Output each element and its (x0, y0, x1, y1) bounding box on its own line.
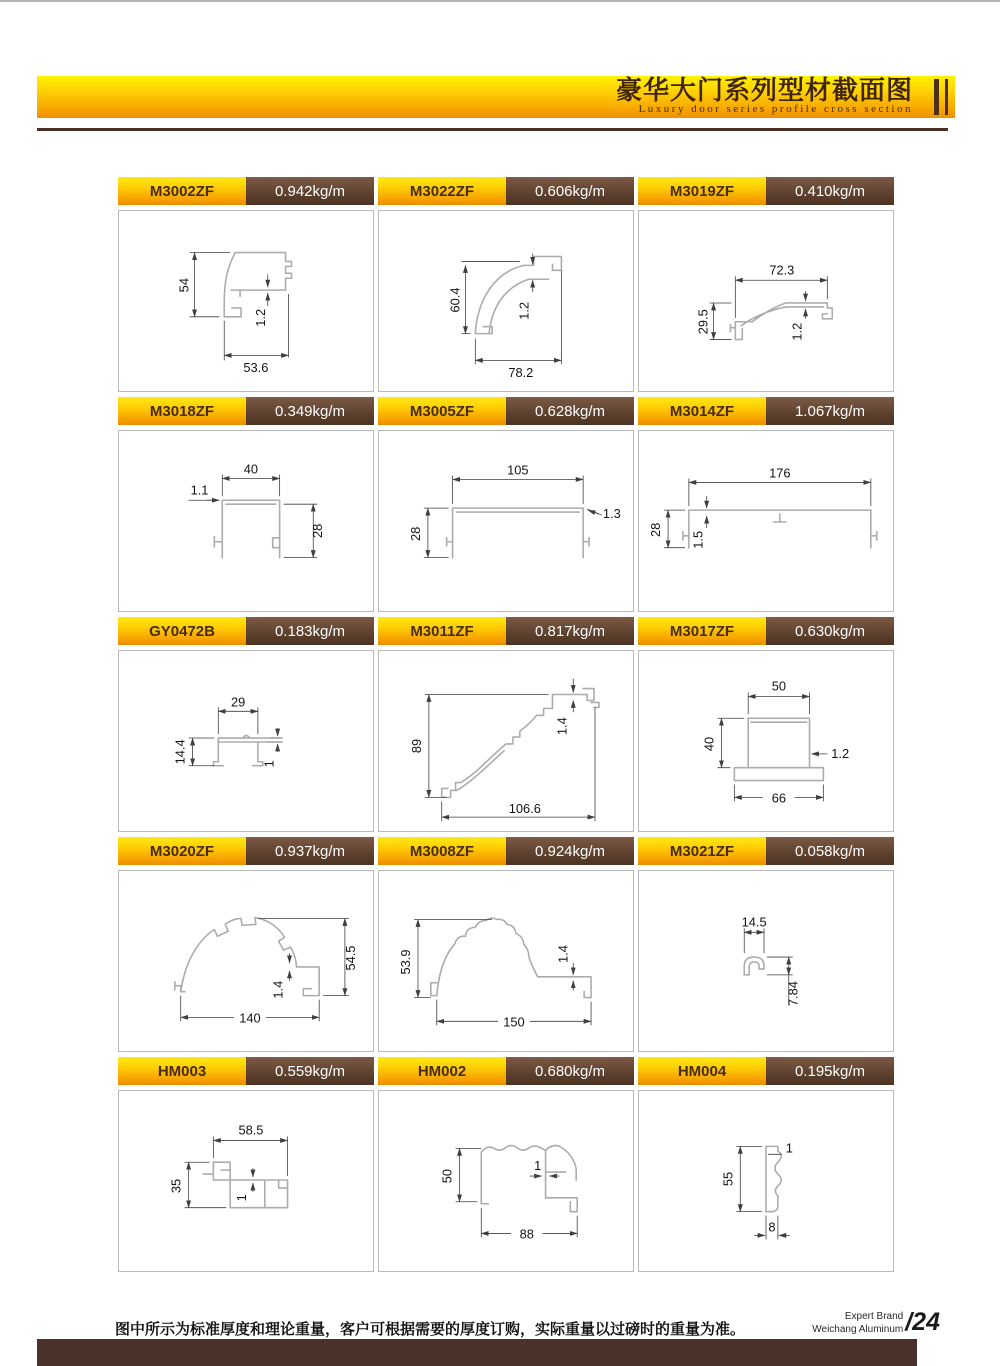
model-label: M3014ZF (638, 397, 766, 425)
dim-label: 50 (439, 1168, 455, 1184)
card-header (638, 617, 894, 645)
weight-label: 1.067kg/m (766, 397, 894, 425)
dim-label: 60.4 (447, 287, 463, 313)
footer-note: 图中所示为标准厚度和理论重量，客户可根据需要的厚度订购，实际重量以过磅时的重量为准。 (115, 1321, 746, 1338)
model-label: M3020ZF (118, 837, 246, 865)
profile-drawing-hm003 (119, 1091, 373, 1271)
profile-outline (475, 256, 561, 333)
profile-card-m3019zf (638, 177, 894, 392)
profile-drawing-m3008zf (379, 871, 633, 1051)
weight-label: 0.606kg/m (506, 177, 634, 205)
card-header (118, 177, 374, 205)
profile-drawing-hm002 (379, 1091, 633, 1271)
dim-label: 1.3 (602, 506, 621, 522)
profile-outline (447, 508, 589, 557)
card-header (378, 397, 634, 425)
dim-label: 14.5 (741, 914, 767, 930)
dim-label: 29 (230, 694, 246, 710)
dim-label: 105 (507, 462, 529, 478)
dim-label: 1 (234, 1194, 249, 1202)
weight-label: 0.410kg/m (766, 177, 894, 205)
profile-outline (744, 957, 764, 975)
dimension-lines (425, 679, 595, 821)
profile-card-m3017zf (638, 617, 894, 832)
model-label: M3022ZF (378, 177, 506, 205)
banner-text (616, 77, 913, 116)
model-label: HM003 (118, 1057, 246, 1085)
model-label: GY0472B (118, 617, 246, 645)
profile-card-m3011zf (378, 617, 634, 832)
drawing-box (378, 210, 634, 392)
card-header (378, 1057, 634, 1085)
profile-drawing-hm004 (639, 1091, 893, 1271)
model-label: M3017ZF (638, 617, 766, 645)
dim-label: 78.2 (508, 365, 534, 381)
card-header (638, 837, 894, 865)
dim-label: 29.5 (695, 309, 711, 335)
page-subtitle: Luxury door series profile cross section (638, 103, 913, 115)
profile-drawing-m3022zf (379, 211, 633, 391)
weight-label: 0.349kg/m (246, 397, 374, 425)
model-label: M3018ZF (118, 397, 246, 425)
dimension-lines (718, 693, 828, 802)
drawing-box (118, 650, 374, 832)
dim-label: 106.6 (508, 801, 541, 817)
profile-card-gy0472b (118, 617, 374, 832)
profile-drawing-gy0472b (119, 651, 373, 831)
brand-lines (812, 1310, 903, 1336)
dim-label: 1 (261, 760, 277, 768)
profile-drawing-m3002zf (119, 211, 373, 391)
profile-outline (766, 1146, 781, 1211)
drawing-box (118, 1090, 374, 1272)
brand-line-1: Expert Brand (844, 1310, 904, 1322)
dim-label: 72.3 (769, 262, 795, 278)
card-header (378, 177, 634, 205)
dim-label: 1.4 (555, 945, 571, 964)
dim-label: 1.1 (190, 482, 209, 498)
dim-label: 7.84 (785, 981, 801, 1007)
profile-card-hm002 (378, 1057, 634, 1272)
profile-drawing-m3021zf (639, 871, 893, 1051)
profile-grid (118, 177, 894, 1272)
dim-label: 28 (648, 522, 664, 538)
profile-outline (683, 510, 877, 548)
dimension-lines (181, 918, 349, 1021)
dim-label: 1 (785, 1140, 793, 1156)
banner-accent-bar (945, 79, 948, 115)
weight-label: 0.183kg/m (246, 617, 374, 645)
drawing-box (118, 430, 374, 612)
dim-label: 1.4 (554, 717, 570, 736)
dim-label: 89 (408, 738, 424, 754)
card-header (118, 1057, 374, 1085)
page-number: /24 (905, 1308, 940, 1336)
page-top-edge (0, 0, 1000, 2)
card-header (118, 397, 374, 425)
weight-label: 0.559kg/m (246, 1057, 374, 1085)
dim-label: 50 (771, 678, 787, 694)
dimension-lines (736, 1146, 789, 1239)
dimension-lines (190, 253, 289, 361)
banner-underline (37, 128, 948, 131)
weight-label: 0.937kg/m (246, 837, 374, 865)
card-header (118, 837, 374, 865)
profile-card-hm003 (118, 1057, 374, 1272)
profile-card-m3005zf (378, 397, 634, 612)
drawing-box (378, 1090, 634, 1272)
dimension-lines (189, 707, 283, 768)
dim-label: 40 (243, 461, 259, 477)
drawing-box (638, 650, 894, 832)
drawing-box (118, 870, 374, 1052)
model-label: M3008ZF (378, 837, 506, 865)
profile-drawing-m3017zf (639, 651, 893, 831)
dim-label: 28 (407, 526, 423, 542)
profile-card-m3002zf (118, 177, 374, 392)
weight-label: 0.630kg/m (766, 617, 894, 645)
card-header (378, 837, 634, 865)
model-label: HM002 (378, 1057, 506, 1085)
dim-label: 1.2 (252, 308, 268, 327)
profile-card-m3021zf (638, 837, 894, 1052)
brand-line-2: Weichang Aluminum (812, 1323, 904, 1335)
drawing-box (378, 430, 634, 612)
profile-outline (214, 500, 279, 557)
model-label: M3011ZF (378, 617, 506, 645)
drawing-box (378, 870, 634, 1052)
weight-label: 0.628kg/m (506, 397, 634, 425)
profile-card-hm004 (638, 1057, 894, 1272)
weight-label: 0.195kg/m (766, 1057, 894, 1085)
card-header (638, 1057, 894, 1085)
dim-label: 1 (534, 1158, 542, 1174)
dimension-lines (456, 1148, 578, 1237)
dimension-lines (424, 476, 602, 558)
profile-outline (442, 689, 599, 798)
drawing-box (638, 210, 894, 392)
footer-bar (37, 1339, 917, 1366)
dimension-lines (710, 276, 828, 339)
profile-outline (730, 303, 832, 340)
dim-label: 66 (771, 790, 787, 806)
profile-drawing-m3018zf (119, 431, 373, 611)
model-label: M3002ZF (118, 177, 246, 205)
model-label: M3005ZF (378, 397, 506, 425)
dim-label: 14.4 (172, 739, 188, 765)
dim-label: 1.2 (516, 301, 532, 320)
profile-drawing-m3014zf (639, 431, 893, 611)
profile-drawing-m3011zf (379, 651, 633, 831)
card-header (378, 617, 634, 645)
weight-label: 0.942kg/m (246, 177, 374, 205)
banner-accent-bar (934, 79, 939, 115)
profile-drawing-m3005zf (379, 431, 633, 611)
dim-label: 150 (503, 1014, 525, 1030)
profile-outline (734, 718, 823, 780)
profile-outline (481, 1145, 577, 1211)
weight-label: 0.817kg/m (506, 617, 634, 645)
card-header (638, 397, 894, 425)
dim-label: 54 (176, 278, 192, 293)
dim-label: 28 (310, 523, 326, 539)
profile-drawing-m3019zf (639, 211, 893, 391)
dim-label: 1.2 (831, 745, 850, 761)
drawing-box (638, 870, 894, 1052)
profile-outline (224, 253, 291, 317)
dim-label: 58.5 (238, 1122, 264, 1138)
profile-card-m3020zf (118, 837, 374, 1052)
page-title: 豪华大门系列型材截面图 (615, 75, 913, 105)
dim-label: 53.9 (398, 949, 414, 975)
profile-card-m3008zf (378, 837, 634, 1052)
dim-label: 88 (519, 1226, 534, 1242)
profile-drawing-m3020zf (119, 871, 373, 1051)
dim-label: 35 (168, 1178, 184, 1194)
weight-label: 0.924kg/m (506, 837, 634, 865)
profile-card-m3018zf (118, 397, 374, 612)
dim-label: 8 (768, 1219, 776, 1235)
dim-label: 55 (720, 1171, 736, 1187)
title-banner (37, 76, 955, 118)
model-label: M3019ZF (638, 177, 766, 205)
drawing-box (638, 1090, 894, 1272)
dim-label: 54.5 (342, 945, 358, 971)
drawing-box (378, 650, 634, 832)
dim-label: 53.6 (243, 360, 269, 376)
dim-label: 140 (239, 1010, 261, 1026)
drawing-box (638, 430, 894, 612)
dim-label: 1.4 (270, 980, 286, 999)
profile-card-m3022zf (378, 177, 634, 392)
weight-label: 0.680kg/m (506, 1057, 634, 1085)
profile-outline (175, 917, 319, 995)
drawing-box (118, 210, 374, 392)
model-label: HM004 (638, 1057, 766, 1085)
dim-label: 1.2 (789, 322, 805, 341)
card-header (118, 617, 374, 645)
model-label: M3021ZF (638, 837, 766, 865)
dim-label: 176 (769, 465, 791, 481)
dim-label: 40 (701, 736, 717, 752)
card-header (638, 177, 894, 205)
weight-label: 0.058kg/m (766, 837, 894, 865)
dim-label: 1.5 (690, 530, 706, 549)
brand-block (812, 1308, 940, 1337)
profile-card-m3014zf (638, 397, 894, 612)
